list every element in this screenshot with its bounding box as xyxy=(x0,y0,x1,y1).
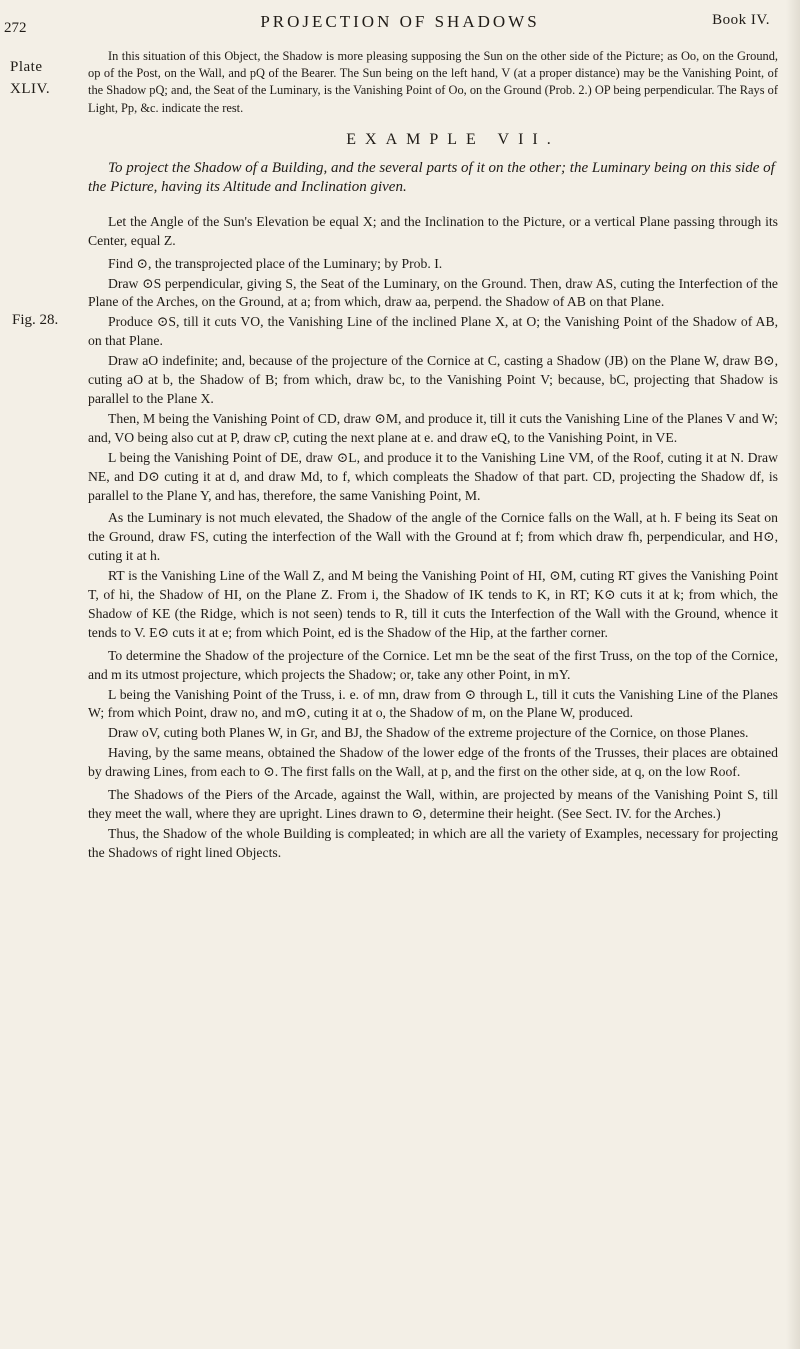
page-edge-shading xyxy=(786,0,800,1349)
plate-label: Plate xyxy=(10,59,43,75)
book-label: Book IV. xyxy=(712,12,770,28)
paragraph: To determine the Shadow of the projecture of the Cornice. Let mn be the seat of the first Truss, on the top of the Cornice, and m its utmost projecture, which projects the Shadow; or, take any other Point, in mY. xyxy=(88,647,778,682)
paragraph: Let the Angle of the Sun's Elevation be equal X; and the Inclination to the Picture, or a vertical Plane passing through its Center, equal Z. xyxy=(88,213,778,248)
main-text xyxy=(88,48,778,864)
paragraph: L being the Vanishing Point of DE, draw ⊙L, and produce it to the Vanishing Line VM, of the Roof, cuting it at N. Draw NE, and D⊙ cuting it at d, and draw Md, to f, which compleats the Shadow of that part. CD, projecting the Shadow df, is parallel to the Plane Y, and has, therefore, the same Vanishing Point, M. xyxy=(88,449,778,503)
paragraph: Draw oV, cuting both Planes W, in Gr, and BJ, the Shadow of the extreme projecture of the Cornice, on those Planes. xyxy=(108,725,749,741)
page-number: 272 xyxy=(4,20,27,36)
paragraph: Having, by the same means, obtained the Shadow of the lower edge of the fronts of the Trusses, their places are obtained by drawing Lines, from each to ⊙. The first falls on the Wall, at p, and the first on the other side, at q, on the low Roof. xyxy=(88,745,778,780)
paragraph: Draw ⊙S perpendicular, giving S, the Seat of the Luminary, on the Ground. Then, draw AS, cuting the Interfection of the Plane of the Arches, on the Ground, at a; from which, draw aa, perpend. the Shadow of AB on that Plane. xyxy=(88,275,778,310)
running-head xyxy=(0,12,800,32)
example-subtitle: To project the Shadow of a Building, and the several parts of it on the other; the Luminary being on this side of the Picture, having its Altitude and Inclination given. xyxy=(88,159,775,195)
paragraph: Then, M being the Vanishing Point of CD, draw ⊙M, and produce it, till it cuts the Vanishing Line of the Planes V and W; and, VO being also cut at P, draw cP, cuting the next plane at e. and draw eQ, to the Vanishing Point, in VE. xyxy=(88,410,778,445)
plate-number: XLIV. xyxy=(10,81,51,97)
paragraph: Draw aO indefinite; and, because of the projecture of the Cornice at C, casting a Shadow (JB) on the Plane W, draw B⊙, cuting aO at b, the Shadow of B; from which, draw bc, to the Vanishing Point V; because, bC, projecting that Shadow is parallel to the Plane X. xyxy=(88,353,778,406)
intro-paragraph: In this situation of this Object, the Shadow is more pleasing supposing the Sun on the other side of the Picture; as Oo, on the Ground, op of the Post, on the Wall, and pQ of the Bearer. The Sun being on the left hand, V (at a proper distance) may be the Vanishing Point, of the Shadow pQ; and, the Seat of the Luminary, is the Vanishing Point of Oo, on the Ground (Prob. 2.) OP being perpendicular. The Rays of Light, Pp, &c. indicate the rest. xyxy=(88,49,778,115)
running-title: PROJECTION OF SHADOWS xyxy=(260,12,540,31)
paragraph: The Shadows of the Piers of the Arcade, against the Wall, within, are projected by means of the Vanishing Point S, till they meet the wall, where they are upright. Lines drawn to ⊙, determine their height. (See Sect. IV. for the Arches.) xyxy=(88,787,778,821)
paragraph: L being the Vanishing Point of the Truss, i. e. of mn, draw from ⊙ through L, till it cuts the Vanishing Line of the Planes W; from which Point, draw no, and m⊙, cuting it at o, the Shadow of m, on the Plane W, produced. xyxy=(88,686,778,721)
plate-reference xyxy=(10,56,50,100)
paragraph: Produce ⊙S, till it cuts VO, the Vanishing Line of the inclined Plane X, at O; the Vanishing Point of the Shadow of AB, on that Plane. xyxy=(88,314,778,349)
figure-reference: Fig. 28. xyxy=(12,312,59,328)
paragraph: Thus, the Shadow of the whole Building is compleated; in which are all the variety of Examples, necessary for projecting the Shadows of right lined Objects. xyxy=(88,825,778,860)
paragraph: RT is the Vanishing Line of the Wall Z, and M being the Vanishing Point of HI, ⊙M, cuting RT gives the Vanishing Point T, of hi, the Shadow of HI, on the Plane Z. From i, the Shadow of IK tends to K, in RT; K⊙ cuts it at k; from which, the Shadow of KE (the Ridge, which is not seen) tends to R, till it cuts the Interfection of the Wall with the Ground, whence it tends to V. E⊙ cuts it at e; from which Point, ed is the Shadow of the Hip, at the farther corner. xyxy=(88,568,778,640)
paragraph: As the Luminary is not much elevated, the Shadow of the angle of the Cornice falls on the Wall, at h. F being its Seat on the Ground, draw FS, cuting the interfection of the Wall with the Ground at f; from which draw fh, perpendicular, and H⊙, cuting it at h. xyxy=(88,510,778,564)
example-heading: EXAMPLE VII. xyxy=(346,130,560,148)
paragraph: Find ⊙, the transprojected place of the Luminary; by Prob. I. xyxy=(108,255,443,271)
